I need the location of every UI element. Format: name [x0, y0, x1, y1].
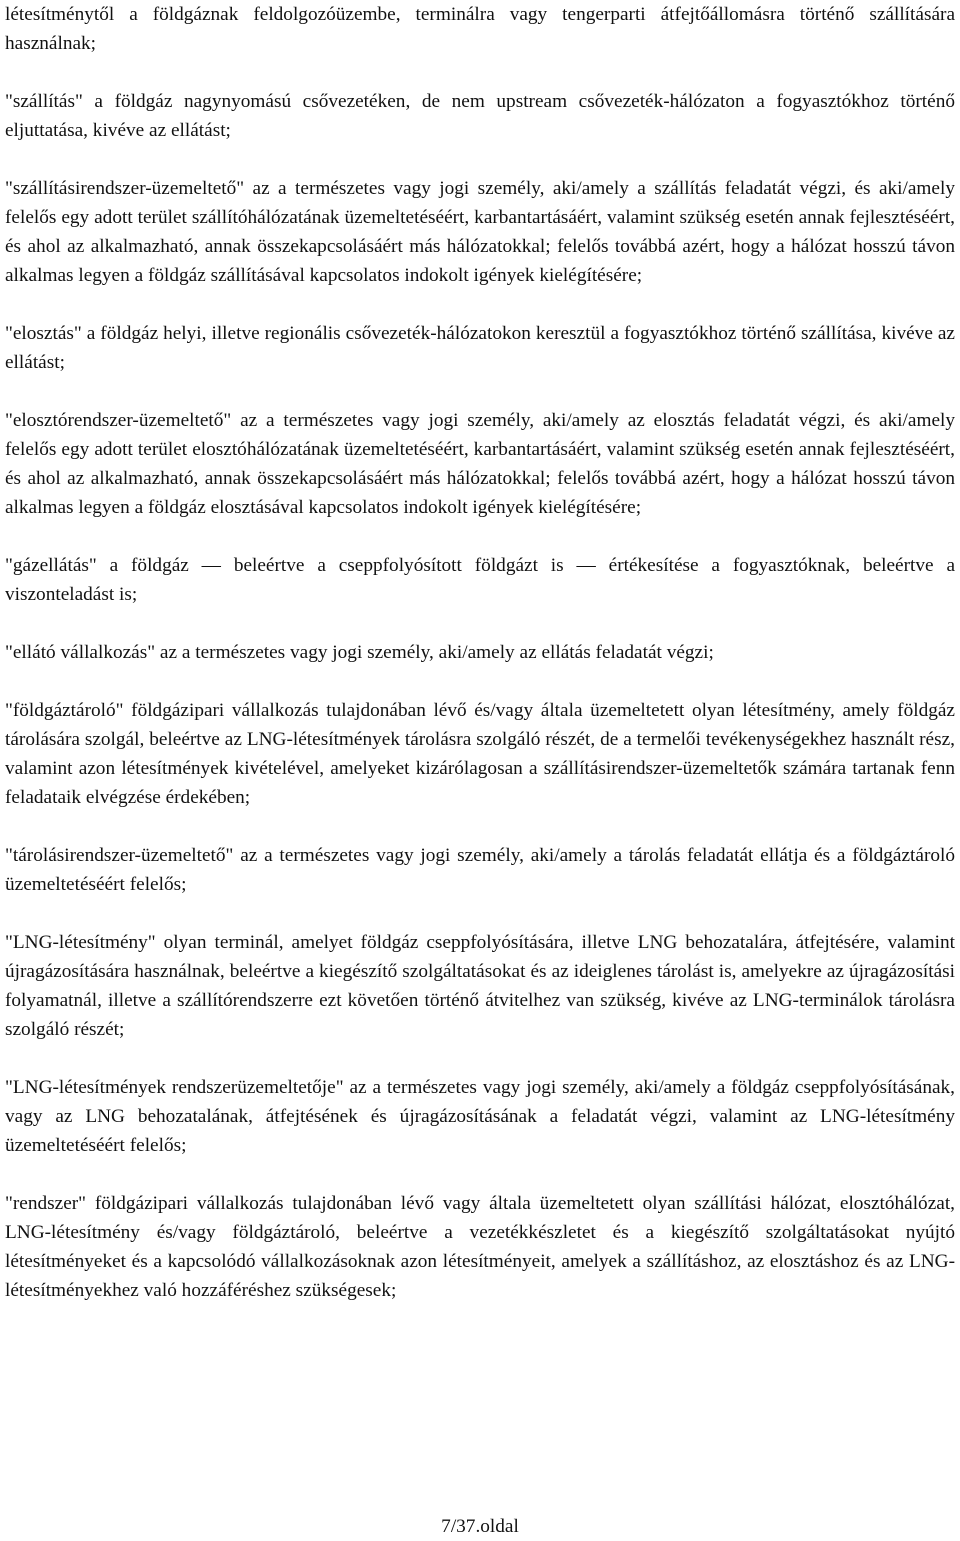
paragraph-szallitas: "szállítás" a földgáz nagynyomású csővezetéken, de nem upstream csővezeték-hálózaton a fogyasztókhoz történő eljuttatása, kivéve az ellátást; — [5, 91, 955, 141]
paragraph-foldgaztarolo: "földgáztároló" földgázipari vállalkozás tulajdonában lévő és/vagy általa üzemeltetett olyan létesítmény, amely földgáz tárolására szolgál, beleértve az LNG-létesítmények tárolásra szolgáló részét, de a termelői tevékenységekhez használt rész, valamint azon létesítmények kivételével, amelyeket kizárólagosan a szállításirendszer-üzemeltetők számára tartanak fenn feladataik elvégzése érdekében; — [5, 700, 955, 808]
paragraph-transport-continuation: létesítménytől a földgáznak feldolgozóüzembe, terminálra vagy tengerparti átfejtőállomásra történő szállítására használnak; — [5, 4, 955, 54]
document-page — [5, 0, 955, 1334]
paragraph-tarolasirendszer-uzemelteto: "tárolásirendszer-üzemeltető" az a természetes vagy jogi személy, aki/amely a tárolás feladatát ellátja és a földgáztároló üzemeltetéséért felelős; — [5, 845, 955, 895]
paragraph-rendszer: "rendszer" földgázipari vállalkozás tulajdonában lévő vagy általa üzemeltetett olyan szállítási hálózat, elosztóhálózat, LNG-létesítmény és/vagy földgáztároló, beleértve a vezetékkészletet és a kiegészítő szolgáltatásokat nyújtó létesítményeket és a kapcsolódó vállalkozásoknak azon létesítményeit, amelyek a szállításhoz, az elosztáshoz és az LNG-létesítményekhez való hozzáféréshez szükségesek; — [5, 1193, 955, 1301]
paragraph-lng-rendszeruzemelteto: "LNG-létesítmények rendszerüzemeltetője" az a természetes vagy jogi személy, aki/amely a földgáz cseppfolyósításának, vagy az LNG behozatalának, átfejtésének és újragázosításának a feladatát végzi, valamint az LNG-létesítmény üzemeltetéséért felelős; — [5, 1077, 955, 1156]
paragraph-elosztas: "elosztás" a földgáz helyi, illetve regionális csővezeték-hálózatokon keresztül a fogyasztókhoz történő szállítása, kivéve az ellátást; — [5, 323, 955, 373]
paragraph-gazellatas: "gázellátás" a földgáz — beleértve a cseppfolyósított földgázt is — értékesítése a fogyasztóknak, beleértve a viszonteladást is; — [5, 555, 955, 605]
page-number: 7/37.oldal — [441, 1516, 519, 1537]
paragraph-elosztorendszer-uzemelteto: "elosztórendszer-üzemeltető" az a természetes vagy jogi személy, aki/amely az elosztás feladatát végzi, és aki/amely felelős egy adott terület elosztóhálózatának üzemeltetéséért, karbantartásáért, valamint szükség esetén annak fejlesztéséért, és ahol az alkalmazható, annak összekapcsolásáért más hálózatokkal; felelős továbbá azért, hogy a hálózat hosszú távon alkalmas legyen a földgáz elosztásával kapcsolatos indokolt igények kielégítésére; — [5, 410, 955, 518]
paragraph-ellato-vallalkozas: "ellátó vállalkozás" az a természetes vagy jogi személy, aki/amely az ellátás feladatát végzi; — [5, 642, 714, 663]
paragraph-lng-letesitmeny: "LNG-létesítmény" olyan terminál, amelyet földgáz cseppfolyósítására, illetve LNG behozatalára, átfejtésére, valamint újragázosítására használnak, beleértve a kiegészítő szolgáltatásokat és az ideiglenes tárolást is, amelyekre az újragázosítási folyamatnál, illetve a szállítórendszerre ezt követően történő átvitelhez van szükség, kivéve az LNG-terminálok tárolásra szolgáló részét; — [5, 932, 955, 1040]
paragraph-szallitasirendszer-uzemelteto: "szállításirendszer-üzemeltető" az a természetes vagy jogi személy, aki/amely a szállítás feladatát végzi, és aki/amely felelős egy adott terület szállítóhálózatának üzemeltetéséért, karbantartásáért, valamint szükség esetén annak fejlesztéséért, és ahol az alkalmazható, annak összekapcsolásáért más hálózatokkal; felelős továbbá azért, hogy a hálózat hosszú távon alkalmas legyen a földgáz szállításával kapcsolatos indokolt igények kielégítésére; — [5, 178, 955, 286]
